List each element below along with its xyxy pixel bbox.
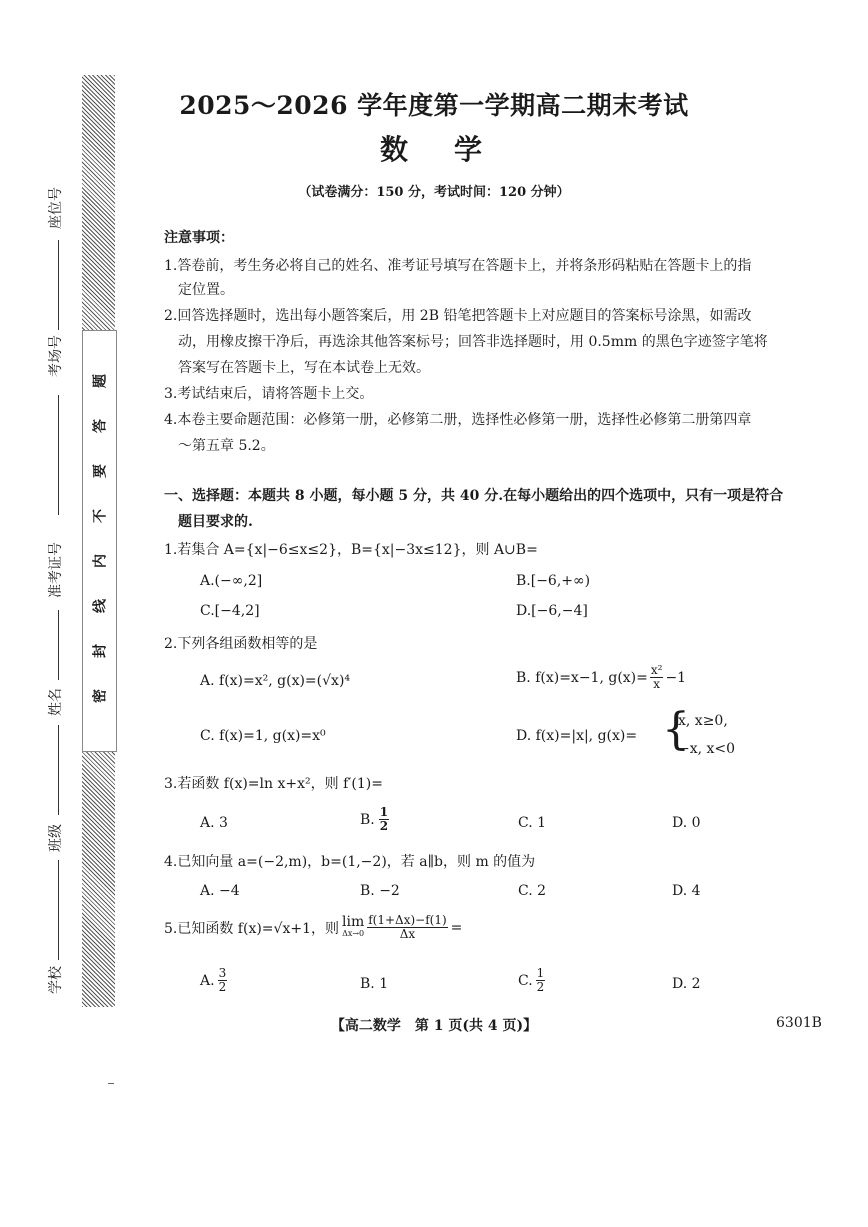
q2-option-a[interactable]: A. f(x)=x², g(x)=(√x)⁴ bbox=[200, 673, 351, 689]
q2-option-d-text: D. f(x)=|x|, g(x)= bbox=[516, 728, 638, 744]
q5-option-c[interactable] bbox=[518, 967, 545, 994]
seal-char: 密 bbox=[92, 689, 109, 703]
seal-char: 封 bbox=[92, 644, 109, 658]
note-2-line-2: 动，用橡皮擦干净后，再选涂其他答案标号；回答非选择题时，用 0.5mm 的黑色字迹签字笔将 bbox=[178, 334, 768, 350]
denominator: 2 bbox=[218, 980, 227, 994]
fraction bbox=[650, 664, 664, 691]
q2-option-d-case-2: −x, x<0 bbox=[678, 741, 736, 757]
seal-char: 答 bbox=[92, 419, 109, 433]
q5-option-d[interactable]: D. 2 bbox=[672, 976, 701, 992]
name-field[interactable] bbox=[58, 725, 59, 815]
seal-char: 要 bbox=[92, 464, 109, 478]
denominator: 2 bbox=[379, 819, 389, 833]
q5-option-a[interactable] bbox=[200, 967, 227, 994]
limit-subscript: Δx→0 bbox=[342, 928, 365, 938]
section-1-heading-cont: 题目要求的. bbox=[178, 514, 253, 530]
paper-code: 6301B bbox=[776, 1015, 822, 1031]
q5-stem-equals: = bbox=[450, 919, 463, 936]
denominator: x bbox=[653, 677, 661, 691]
q2-option-b[interactable] bbox=[516, 664, 686, 691]
admission-number-field[interactable] bbox=[58, 610, 59, 680]
notes-heading: 注意事项： bbox=[164, 230, 234, 246]
q4-option-c[interactable]: C. 2 bbox=[518, 883, 547, 899]
seal-char: 题 bbox=[92, 374, 109, 388]
q3-option-c[interactable]: C. 1 bbox=[518, 815, 547, 831]
limit-symbol: lim bbox=[342, 913, 365, 930]
q5-stem-text: 5.已知函数 f(x)=√x+1，则 bbox=[164, 920, 339, 937]
exam-title: 2025～2026 学年度第一学期高二期末考试 bbox=[179, 91, 689, 120]
numerator: f(1+Δx)−f(1) bbox=[368, 913, 447, 927]
fraction bbox=[367, 914, 447, 941]
q4-option-a[interactable]: A. −4 bbox=[200, 883, 240, 899]
scan-mark bbox=[108, 1083, 114, 1084]
seal-line-box bbox=[82, 330, 117, 752]
numerator: x² bbox=[650, 663, 663, 677]
q2-option-b-text: B. f(x)=x−1, g(x)= bbox=[516, 669, 648, 686]
seat-number-field[interactable] bbox=[58, 240, 59, 330]
name-label: 姓名 bbox=[48, 688, 64, 716]
q2-option-c[interactable]: C. f(x)=1, g(x)=x⁰ bbox=[200, 728, 326, 744]
school-label: 学校 bbox=[48, 966, 64, 994]
note-1-line-1: 1.答卷前，考生务必将自己的姓名、准考证号填写在答题卡上，并将条形码粘贴在答题卡上的指 bbox=[164, 258, 752, 274]
section-1-heading: 一、选择题：本题共 8 小题，每小题 5 分，共 40 分.在每小题给出的四个选项中，只有一项是符合 bbox=[164, 488, 784, 504]
fraction bbox=[218, 967, 228, 994]
question-3-stem: 3.若函数 f(x)=ln x+x²，则 f′(1)= bbox=[164, 776, 383, 792]
note-2-line-3: 答案写在答题卡上，写在本试卷上无效。 bbox=[178, 360, 430, 376]
q3-option-d[interactable]: D. 0 bbox=[672, 815, 701, 831]
q1-option-c[interactable]: C.[−4,2] bbox=[200, 603, 260, 619]
note-2-line-1: 2.回答选择题时，选出每小题答案后，用 2B 铅笔把答题卡上对应题目的答案标号涂黑，如需改 bbox=[164, 308, 752, 324]
seat-number-label: 座位号 bbox=[48, 187, 64, 229]
q4-option-b[interactable]: B. −2 bbox=[360, 883, 400, 899]
exam-room-label: 考场号 bbox=[48, 335, 64, 377]
numerator: 3 bbox=[218, 966, 227, 980]
seal-char: 内 bbox=[92, 554, 109, 568]
q3-option-a[interactable]: A. 3 bbox=[200, 815, 228, 831]
question-5-stem bbox=[164, 914, 462, 941]
note-4-line-2: ～第五章 5.2。 bbox=[178, 438, 275, 454]
question-1-stem: 1.若集合 A={x|−6≤x≤2}，B={x|−3x≤12}，则 A∪B= bbox=[164, 542, 538, 558]
note-1-line-2: 定位置。 bbox=[178, 282, 234, 298]
fraction bbox=[536, 967, 546, 994]
numerator: 1 bbox=[379, 805, 389, 819]
q1-option-d[interactable]: D.[−6,−4] bbox=[516, 603, 588, 619]
denominator: 2 bbox=[536, 980, 545, 994]
q4-option-d[interactable]: D. 4 bbox=[672, 883, 701, 899]
class-label: 班级 bbox=[48, 824, 64, 852]
note-3: 3.考试结束后，请将答题卡上交。 bbox=[164, 386, 374, 402]
q1-option-b[interactable]: B.[−6,+∞) bbox=[516, 573, 591, 589]
admission-number-label: 准考证号 bbox=[48, 542, 64, 598]
note-4-line-1: 4.本卷主要命题范围：必修第一册，必修第二册，选择性必修第一册，选择性必修第二册第四章 bbox=[164, 412, 752, 428]
question-2-stem: 2.下列各组函数相等的是 bbox=[164, 636, 318, 652]
denominator: Δx bbox=[399, 927, 416, 941]
q1-option-a[interactable]: A.(−∞,2] bbox=[200, 573, 263, 589]
exam-room-field[interactable] bbox=[58, 395, 59, 515]
q5-option-b[interactable]: B. 1 bbox=[360, 976, 389, 992]
class-field[interactable] bbox=[58, 860, 59, 960]
page-footer: 【高二数学 第 1 页(共 4 页)】 bbox=[330, 1018, 538, 1034]
q2-option-d[interactable] bbox=[516, 728, 637, 744]
q2-option-d-case-1: x, x≥0, bbox=[678, 713, 728, 729]
subject-title: 数学 bbox=[379, 133, 528, 166]
q3-option-b[interactable] bbox=[360, 806, 389, 833]
q5-option-c-letter: C. bbox=[518, 972, 533, 989]
seal-char: 不 bbox=[92, 509, 109, 523]
limit bbox=[342, 913, 365, 940]
q5-option-a-letter: A. bbox=[200, 972, 215, 989]
numerator: 1 bbox=[536, 966, 545, 980]
score-info: （试卷满分：150 分，考试时间：120 分钟） bbox=[298, 185, 570, 200]
seal-char: 线 bbox=[92, 599, 109, 613]
fraction bbox=[379, 806, 389, 833]
question-4-stem: 4.已知向量 a=(−2,m)，b=(1,−2)，若 a∥b，则 m 的值为 bbox=[164, 854, 536, 870]
q2-option-b-tail: −1 bbox=[665, 669, 687, 686]
q3-option-b-letter: B. bbox=[360, 811, 375, 828]
piecewise-brace: { bbox=[662, 704, 690, 755]
